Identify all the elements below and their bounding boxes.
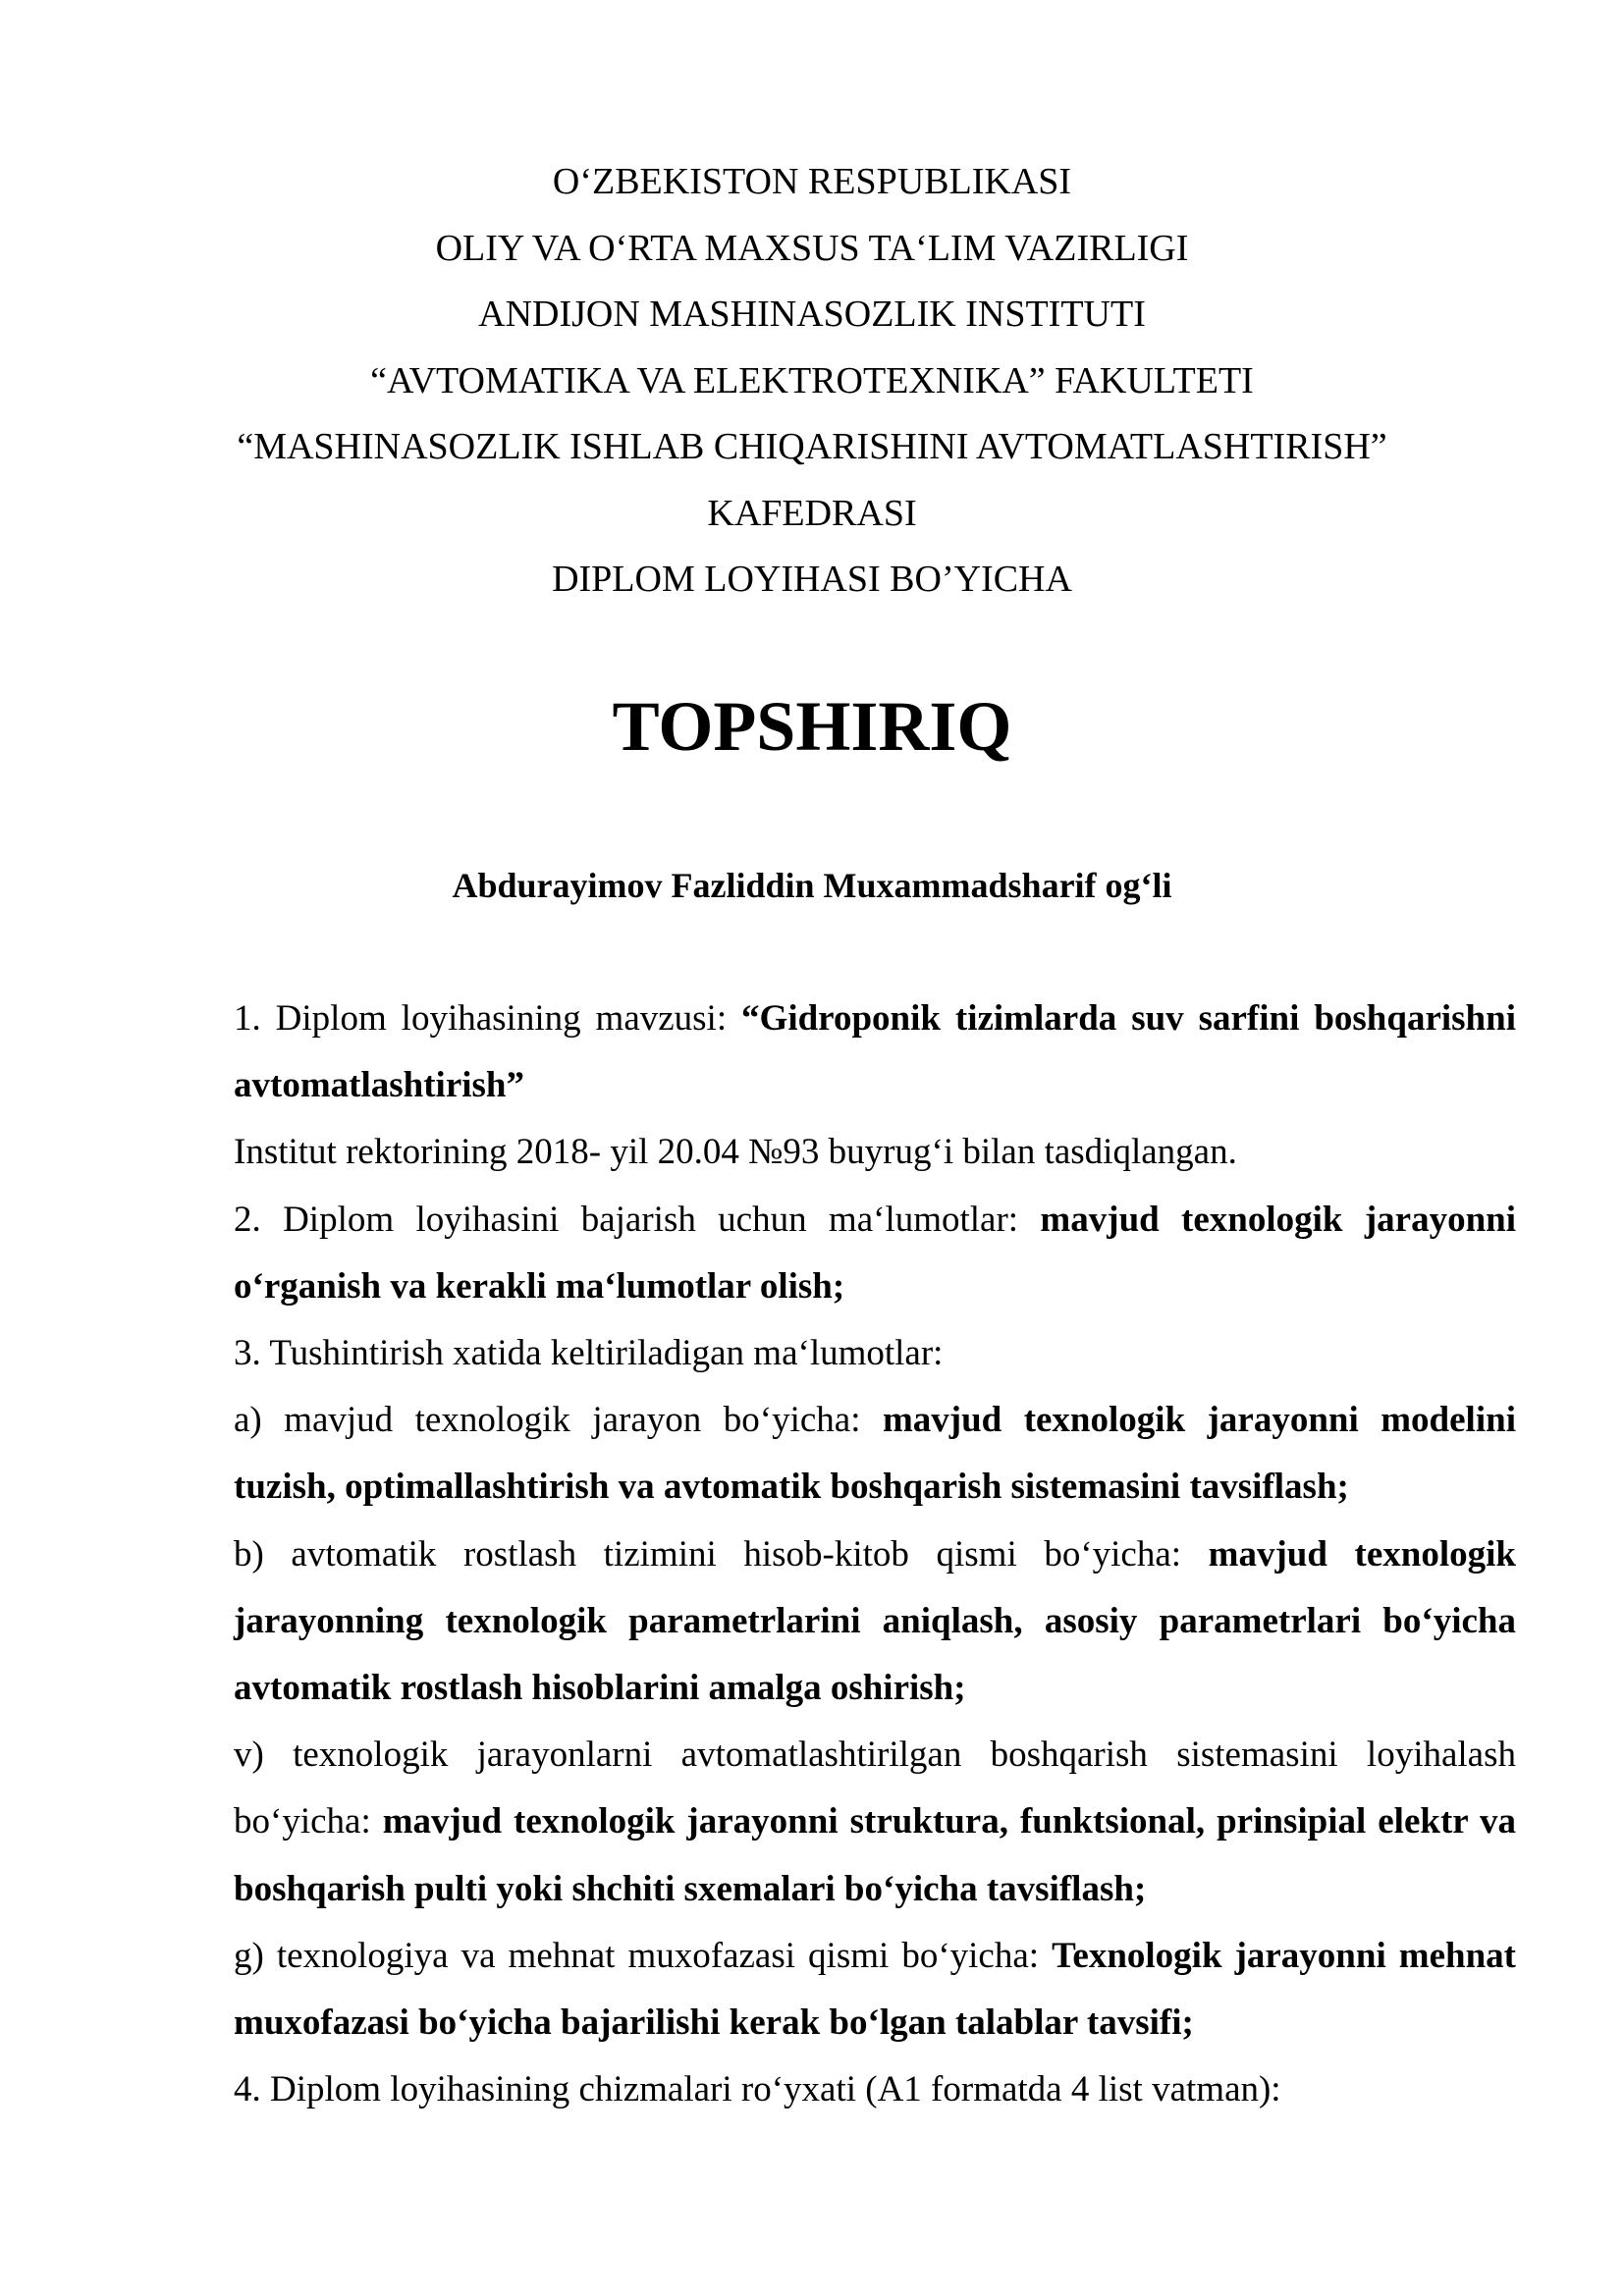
document-title: TOPSHIRIQ [612, 687, 1012, 766]
item-4-drawings: 4. Diplom loyihasining chizmalari ro‘yxati (A1 formatda 4 list vatman): [234, 2069, 1281, 2110]
header-faculty: “AVTOMATIKA VA ELEKTROTEXNIKA” FAKULTETI [370, 359, 1254, 401]
item-3a [234, 1387, 1516, 1521]
item-3b-label: b) avtomatik rostlash tizimini hisob-kitob qismi bo‘yicha: [234, 1533, 1209, 1575]
item-2-value: mavjud texnologik jarayonni o‘rganish va kerakli ma‘lumotlar olish; [234, 1199, 1517, 1307]
item-3a-label: a) mavjud texnologik jarayon bo‘yicha: [234, 1400, 883, 1441]
header-institute: ANDIJON MASHINASOZLIK INSTITUTI [478, 294, 1146, 335]
header-project-type: DIPLOM LOYIHASI BO’YICHA [552, 559, 1072, 600]
item-3g [234, 1923, 1516, 2056]
student-name: Abdurayimov Fazliddin Muxammadsharif og‘li [452, 866, 1172, 905]
item-3v-label: v) texnologik jarayonlarni avtomatlashtirilgan boshqarish sistemasini loyihalash bo‘yicha: [234, 1735, 1516, 1842]
item-3g-value: Texnologik jarayonni mehnat muxofazasi bo‘yicha bajarilishi kerak bo‘lgan talablar tavsifi; [234, 1935, 1517, 2044]
item-1-value: “Gidroponik tizimlarda suv sarfini boshqarishni avtomatlashtirish” [234, 998, 1516, 1106]
item-1-label: 1. Diplom loyihasining mavzusi: [234, 998, 742, 1039]
header-ministry: OLIY VA O‘RTA MAXSUS TA‘LIM VAZIRLIGI [435, 227, 1189, 269]
header-department-word: KAFEDRASI [707, 492, 917, 534]
item-2-data [234, 1187, 1516, 1320]
item-2-label: 2. Diplom loyihasini bajarish uchun ma‘lumotlar: [234, 1199, 1041, 1240]
item-1-topic [234, 986, 1516, 1119]
item-3b [234, 1522, 1516, 1723]
order-note: Institut rektorining 2018- yil 20.04 №93 buyrug‘i bilan tasdiqlangan. [234, 1132, 1237, 1173]
header-department: “MASHINASOZLIK ISHLAB CHIQARISHINI AVTOMATLASHTIRISH” [237, 426, 1387, 467]
item-3-heading: 3. Tushintirish xatida keltiriladigan ma‘lumotlar: [234, 1333, 944, 1374]
document-header [0, 149, 1624, 614]
item-3a-value: mavjud texnologik jarayonni modelini tuzish, optimallashtirish va avtomatik boshqarish sistemasini tavsiflash; [234, 1400, 1516, 1508]
item-3b-value: mavjud texnologik jarayonning texnologik parametrlarini aniqlash, asosiy parametrlari bo‘yicha avtomatik rostlash hisoblarini amalga oshirish; [234, 1533, 1516, 1709]
header-republic: O‘ZBEKISTON RESPUBLIKASI [552, 161, 1072, 202]
assignment-body [234, 986, 1516, 2123]
item-3g-label: g) texnologiya va mehnat muxofazasi qismi bo‘yicha: [234, 1935, 1053, 1976]
item-3v-value: mavjud texnologik jarayonni struktura, funktsional, prinsipial elektr va boshqarish pulti yoki shchiti sxemalari bo‘yicha tavsiflash; [234, 1801, 1516, 1909]
item-3v [234, 1722, 1516, 1923]
